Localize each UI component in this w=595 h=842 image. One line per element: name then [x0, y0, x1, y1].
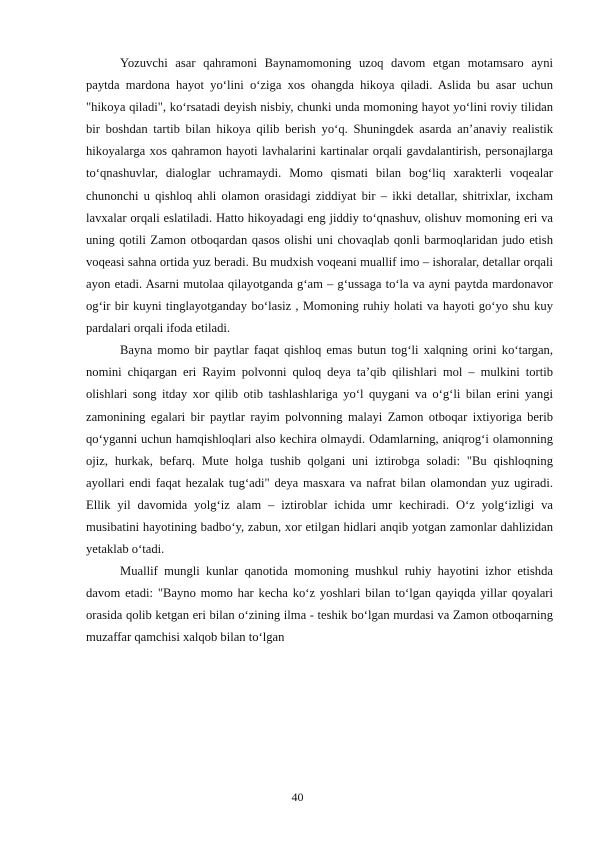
paragraph-2: Bayna momo bir paytlar faqat qishloq emas butun tog‘li xalqning orini ko‘targan, nomini chiqargan eri Rayim polvonni quloq deya ta’qib qilishlari mol – mulkini tortib olishlari song itday xor qilib otib tashlashlariga yo‘l quygani va o‘g‘li bilan erini yangi zamonining egalari bir paytlar rayim polvonning malayi Zamon otboqar ixtiyoriga berib qo‘yganni uchun hamqishloqlari also kechira olmaydi. Odamlarning, aniqrog‘i olamonning ojiz, hurkak, befarq. Mute holga tushib qolgani uni iztirobga soladi: "Bu qishloqning ayollari endi faqat hezalak tug‘adi" deya masxara va nafrat bilan olamondan yuz ugiradi. Ellik yil davomida yolg‘iz alam – iztiroblar ichida umr kechiradi. O‘z yolg‘izligi va musibatini hayotining badbo‘y, zabun, xor etilgan hidlari anqib yotgan zamonlar dahlizidan yetaklab o‘tadi.: [86, 343, 553, 557]
paragraph-1: Yozuvchi asar qahramoni Baynamomoning uzoq davom etgan motamsaro ayni paytda mardona hayot yo‘lini o‘ziga xos ohangda hikoya qiladi. Aslida bu asar uchun "hikoya qiladi", ko‘rsatadi deyish nisbiy, chunki unda momoning hayot yo‘lini roviy tilidan bir boshdan tartib bilan hikoya qilib berish yo‘q. Shuningdek asarda an’anaviy realistik hikoyalarga xos qahramon hayoti lavhalarini kartinalar orqali gavdalantirish, personajlarga to‘qnashuvlar, dialoglar uchramaydi. Momo qismati bilan bog‘liq xarakterli voqealar chunonchi u qishloq ahli olamon orasidagi ziddiyat bir – ikki detallar, shitrixlar, ixcham lavxalar orqali eslatiladi. Hatto hikoyadagi eng jiddiy to‘qnashuv, olishuv momoning eri va uning qotili Zamon otboqardan qasos olishi uni chovaqlab qonli barmoqlaridan judo etish voqeasi sahna ortida yuz beradi. Bu mudxish voqeani muallif imo – ishoralar, detallar orqali ayon etadi. Asarni mutolaa qilayotganda g‘am – g‘ussaga to‘la va ayni paytda mardonavor og‘ir bir kuyni tinglayotganday bo‘lasiz , Momoning ruhiy holati va hayoti go‘yo shu kuy pardalari orqali ifoda etiladi.: [86, 56, 553, 336]
page-number: 40: [291, 790, 304, 804]
document-page: [86, 52, 553, 649]
paragraph-3: Muallif mungli kunlar qanotida momoning mushkul ruhiy hayotini izhor etishda davom etadi: "Bayno momo har kecha ko‘z yoshlari bilan to‘lgan qayiqda yillar qoyalari orasida qolib ketgan eri bilan o‘zining ilma - teshik bo‘lgan murdasi va Zamon otboqarning muzaffar qamchisi xalqob bilan to‘lgan: [86, 564, 553, 645]
